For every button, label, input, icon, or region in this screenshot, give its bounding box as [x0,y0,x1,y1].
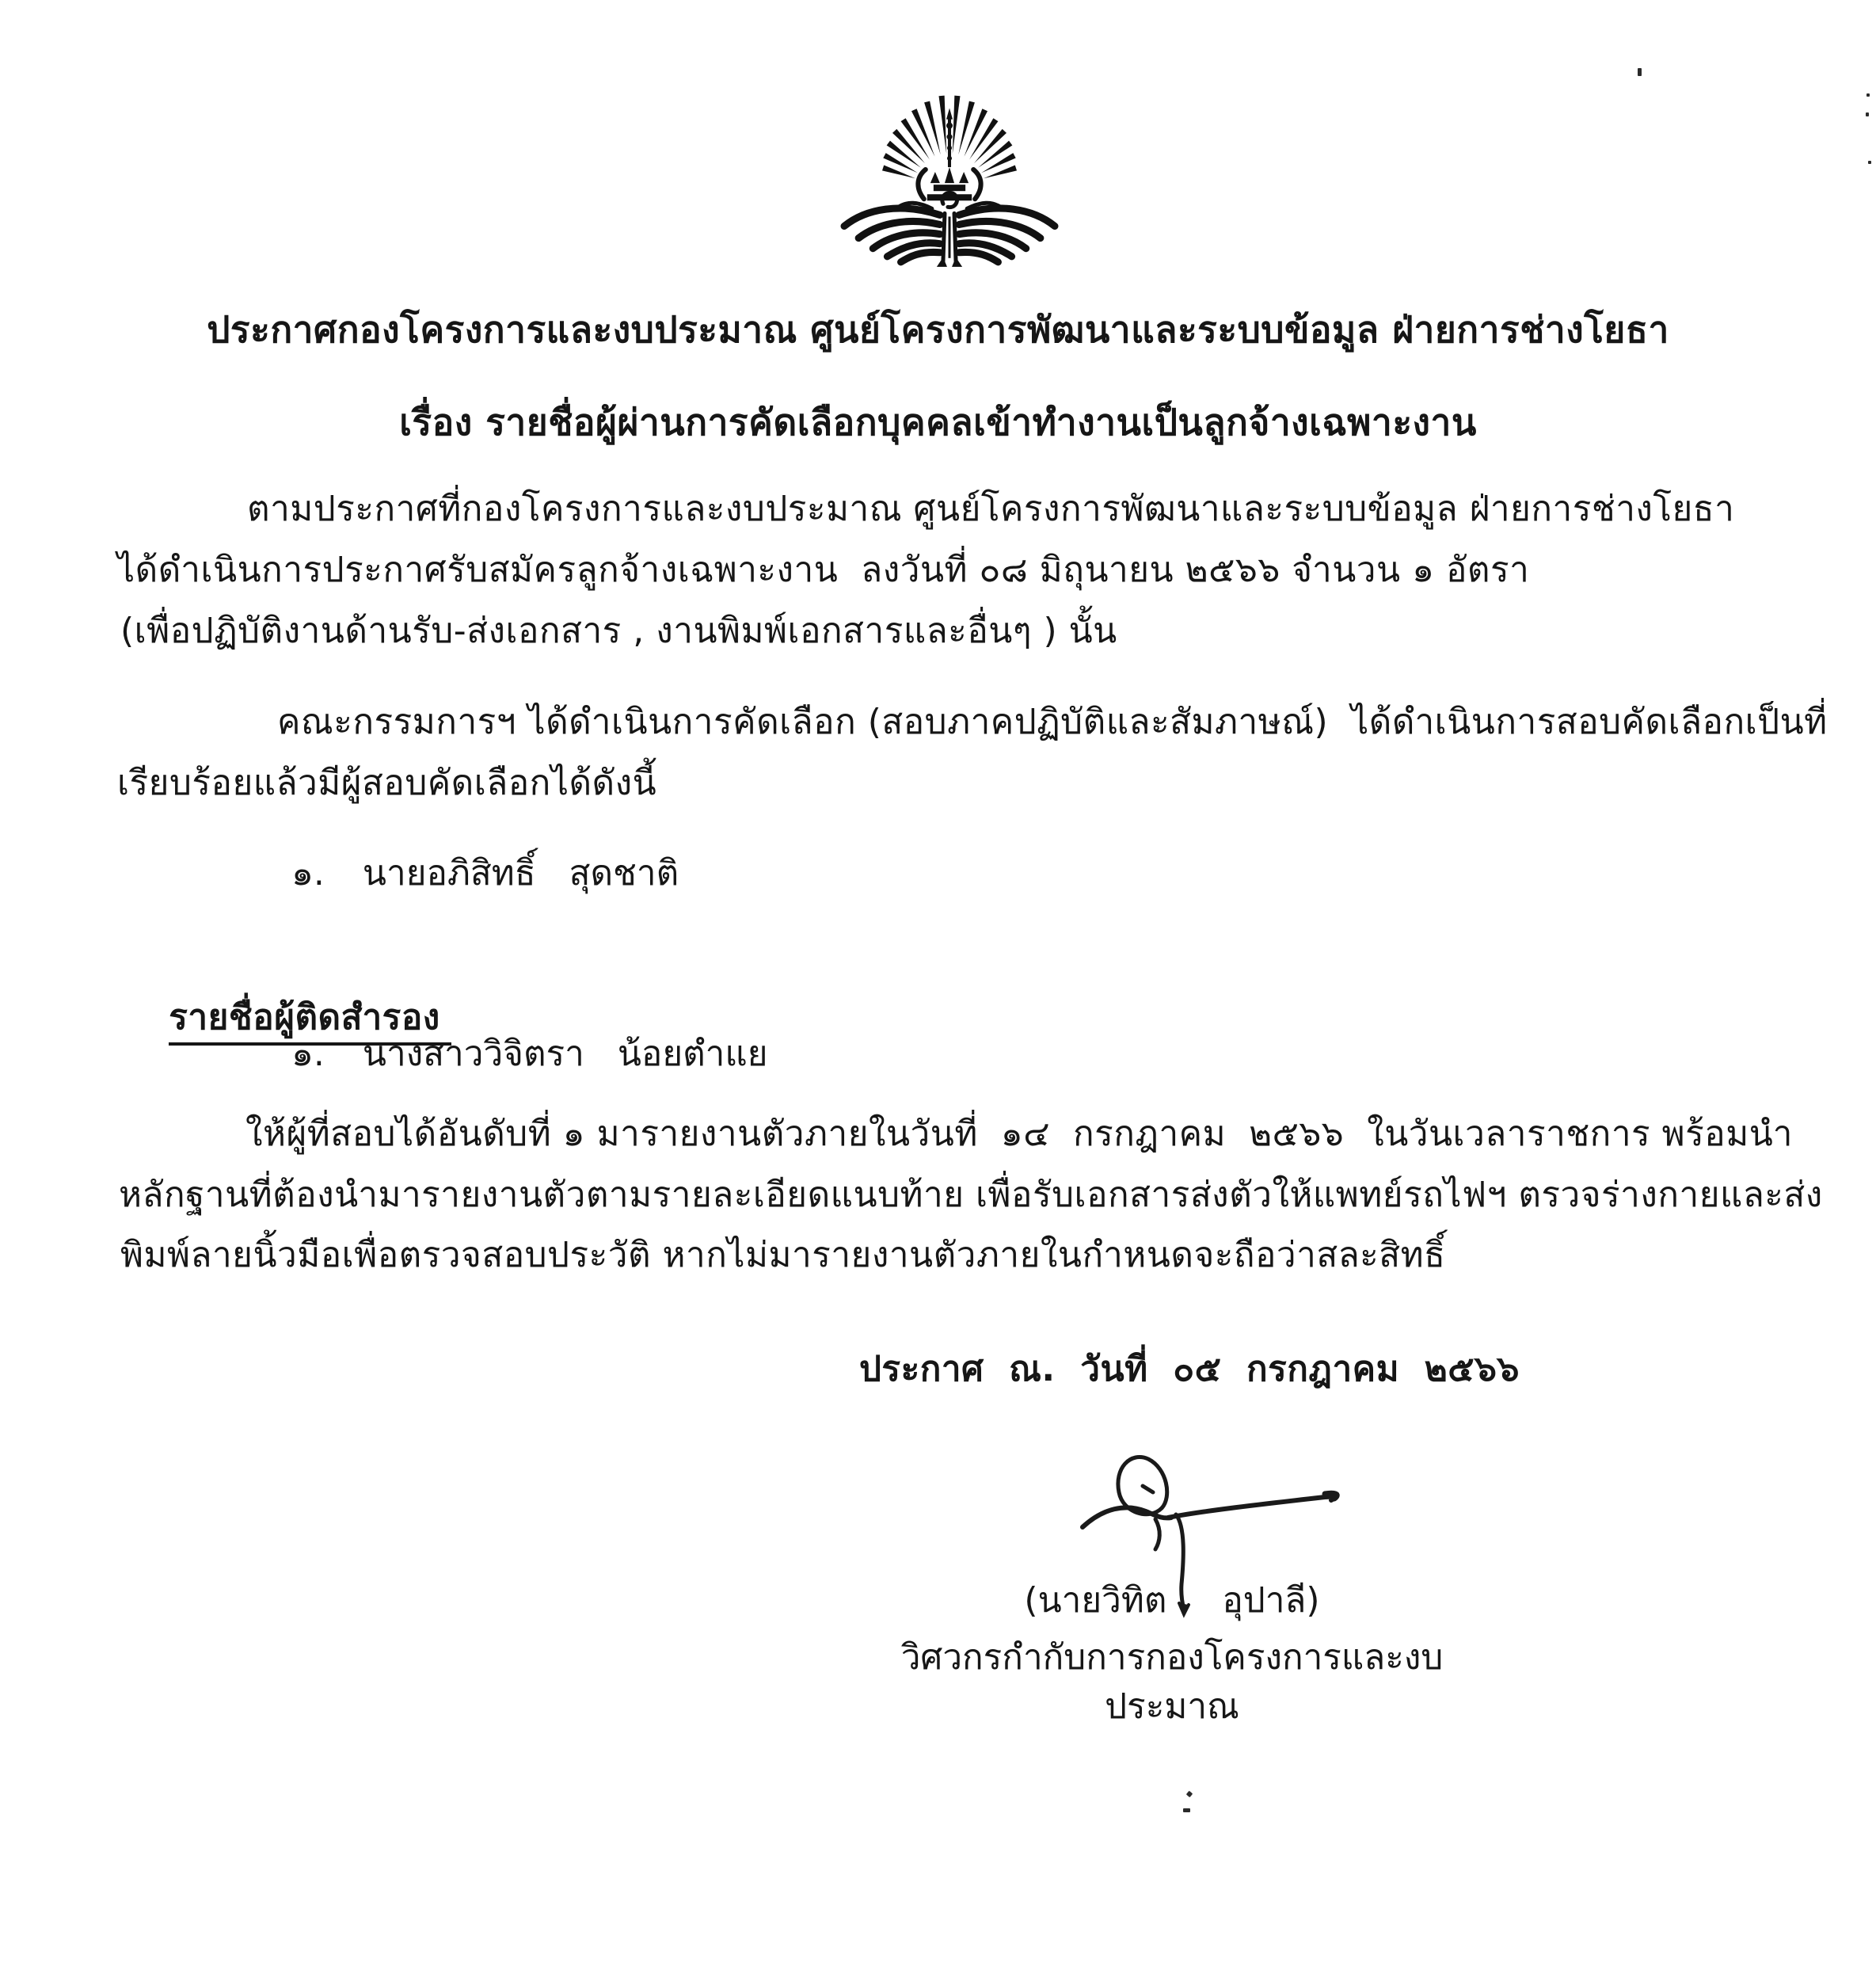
scan-speck [1868,161,1871,164]
scan-speck [1186,1791,1193,1797]
reserve-candidate-number: ๑. [291,1034,325,1074]
paragraph1-line1: ตามประกาศที่กองโครงการและงบประมาณ ศูนย์โครงการพัฒนาและระบบข้อมูล ฝ่ายการช่างโยธา [247,489,1735,529]
scan-speck [1183,1808,1190,1812]
paragraph1-line2: ได้ดำเนินการประกาศรับสมัครลูกจ้างเฉพาะงาน ลงวันที่ ๐๘ มิถุนายน ๒๕๖๖ จำนวน ๑ อัตรา [117,550,1530,590]
reserve-list-heading-text: รายชื่อผู้ติดสำรอง [169,997,451,1046]
paragraph3-line3: พิมพ์ลายนิ้วมือเพื่อตรวจสอบประวัติ หากไม่มารายงานตัวภายในกำหนดจะถือว่าสละสิทธิ์ [120,1235,1446,1275]
paragraph3-line2: หลักฐานที่ต้องนำมารายงานตัวตามรายละเอียดแนบท้าย เพื่อรับเอกสารส่งตัวให้แพทย์รถไฟฯ ตรวจร่างกายและส่ง [119,1175,1823,1215]
signer-title: วิศวกรกำกับการกองโครงการและงบประมาณ [900,1637,1444,1727]
emblem-crown [927,167,972,200]
paragraph2-line1: คณะกรรมการฯ ได้ดำเนินการคัดเลือก (สอบภาคปฏิบัติและสัมภาษณ์) ได้ดำเนินการสอบคัดเลือกเป็นที่ [277,702,1828,742]
paragraph2-line2: เรียบร้อยแล้วมีผู้สอบคัดเลือกได้ดังนี้ [117,763,657,803]
emblem-spire [946,108,953,167]
reserve-candidate-name: นางสาววิจิตรา น้อยตำแย [362,1034,768,1074]
reserve-candidate-item [291,1030,768,1079]
railway-emblem-svg [838,68,1061,268]
scan-speck [1866,112,1869,116]
railway-emblem [838,68,1061,268]
scan-speck [1866,93,1870,97]
selected-candidate-name: นายอภิสิทธิ์ สุดชาติ [362,853,679,893]
signer-name: (นายวิทิต อุปาลี) [1024,1580,1320,1621]
selected-candidate-item [291,849,679,898]
selected-candidate-number: ๑. [291,853,325,893]
scan-speck [1638,68,1642,76]
announcement-subject: เรื่อง รายชื่อผู้ผ่านการคัดเลือกบุคคลเข้าทำงานเป็นลูกจ้างเฉพาะงาน [399,401,1477,444]
announcement-date-line: ประกาศ ณ. วันที่ ๐๕ กรกฎาคม ๒๕๖๖ [859,1349,1520,1389]
paragraph1-line3: (เพื่อปฏิบัติงานด้านรับ-ส่งเอกสาร , งานพิมพ์เอกสารและอื่นๆ ) นั้น [120,611,1117,651]
paragraph3-line1: ให้ผู้ที่สอบได้อันดับที่ ๑ มารายงานตัวภายในวันที่ ๑๔ กรกฎาคม ๒๕๖๖ ในวันเวลาราชการ พร้อมนำ [245,1114,1793,1154]
announcement-title: ประกาศกองโครงการและงบประมาณ ศูนย์โครงการพัฒนาและระบบข้อมูล ฝ่ายการช่างโยธา [207,308,1669,351]
